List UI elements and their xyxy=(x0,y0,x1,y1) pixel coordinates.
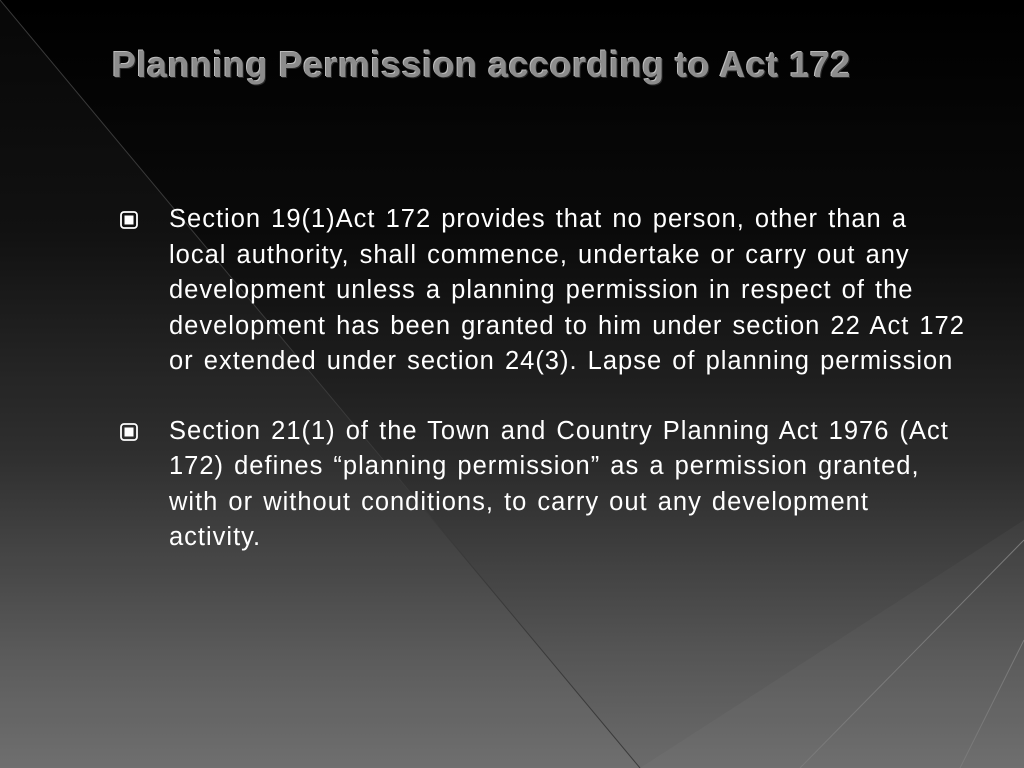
checkbox-bullet-icon xyxy=(120,211,138,229)
bullet-text: Section 19(1)Act 172 provides that no person, other than a local authority, shall commence, undertake or carry out any development unless a planning permission in respect of the development has been granted to him under section 22 Act 172 or extended under section 24(3). Lapse of planning permission xyxy=(169,205,965,375)
bullet-list xyxy=(120,202,970,590)
bullet-item xyxy=(120,202,970,380)
bullet-text: Section 21(1) of the Town and Country Planning Act 1976 (Act 172) defines “planning permission” as a permission granted, with or without conditions, to carry out any development activity. xyxy=(169,416,949,551)
slide-title: Planning Permission according to Act 172 xyxy=(112,44,851,85)
bullet-item xyxy=(120,414,970,556)
checkbox-bullet-icon xyxy=(120,423,138,441)
